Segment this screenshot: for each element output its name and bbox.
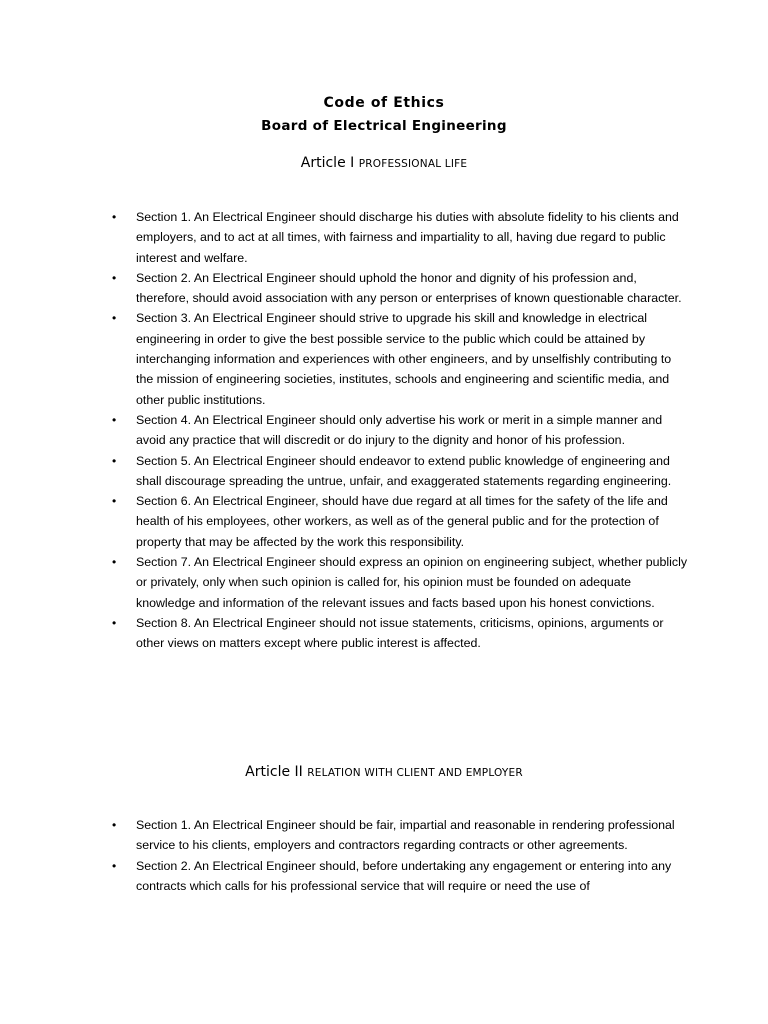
bullet-icon: • [112,615,117,630]
bullet-icon: • [112,270,117,285]
bullet-icon: • [112,210,117,224]
bullet-icon: • [112,858,117,873]
list-item [109,308,689,409]
bullet-icon: • [112,453,117,468]
list-item [109,451,689,492]
article-2-heading [0,763,768,781]
article-2-section-list [109,815,689,896]
section-text: Section 5. An Electrical Engineer should endeavor to extend public knowledge of engineering and shall discourage spreading the untrue, unfair, and exaggerated statements regarding engineering. [136,453,672,488]
list-item [109,410,689,451]
section-text: Section 2. An Electrical Engineer should, before undertaking any engagement or entering into any contracts which calls for his professional service that will require or need the use of [136,858,672,893]
section-text: Section 4. An Electrical Engineer should only advertise his work or merit in a simple manner and avoid any practice that will discredit or do injury to the dignity and honor of his profession. [136,412,663,448]
article-2-name: RELATION WITH CLIENT AND EMPLOYER [307,767,523,779]
section-text: Section 1. An Electrical Engineer should discharge his duties with absolute fidelity to his clients and employers, and to act at all times, with fairness and impartiality to all, having due regard to public interest and welfare. [136,210,679,265]
document-subtitle: Board of Electrical Engineering [261,118,507,134]
list-item [109,856,689,897]
article-1-section-list [109,207,689,654]
list-item [109,552,689,613]
list-item [109,491,689,552]
bullet-icon: • [112,555,117,570]
section-text: Section 3. An Electrical Engineer should strive to upgrade his skill and knowledge in electrical engineering in order to give the best possible service to the public which could be attained by interchanging information and experiences with other engineers, and by unselfishly contributing to the mission of engineering societies, institutes, schools and engineering and scientific media, and other public institutions. [136,311,672,407]
article-2-number: Article II [245,764,303,780]
section-text: Section 6. An Electrical Engineer, should have due regard at all times for the safety of the life and health of his employees, other workers, as well as of the general public and for the protection of property that may be affected by the work this responsibility. [136,494,668,549]
bullet-icon: • [112,311,117,326]
section-text: Section 2. An Electrical Engineer should uphold the honor and dignity of his profession and, therefore, should avoid association with any person or enterprises of known questionable character. [136,270,682,306]
section-text: Section 1. An Electrical Engineer should be fair, impartial and reasonable in rendering professional service to his clients, employers and contractors regarding contracts or other agreements. [136,818,675,853]
section-text: Section 8. An Electrical Engineer should not issue statements, criticisms, opinions, arguments or other views on matters except where public interest is affected. [136,615,664,651]
bullet-icon: • [112,412,117,427]
article-1-heading [0,154,768,172]
list-item [109,268,689,309]
list-item [109,815,689,856]
bullet-icon: • [112,818,117,832]
list-item [109,613,689,654]
bullet-icon: • [112,494,117,509]
list-item [109,207,689,268]
article-1-number: Article I [300,155,355,171]
section-text: Section 7. An Electrical Engineer should express an opinion on engineering subject, whether publicly or privately, only when such opinion is called for, his opinion must be founded on adequate knowledge and information of the relevant issues and facts based upon his honest convictions. [136,555,688,610]
article-1-name: PROFESSIONAL LIFE [358,158,468,170]
document-title: Code of Ethics [323,95,445,111]
